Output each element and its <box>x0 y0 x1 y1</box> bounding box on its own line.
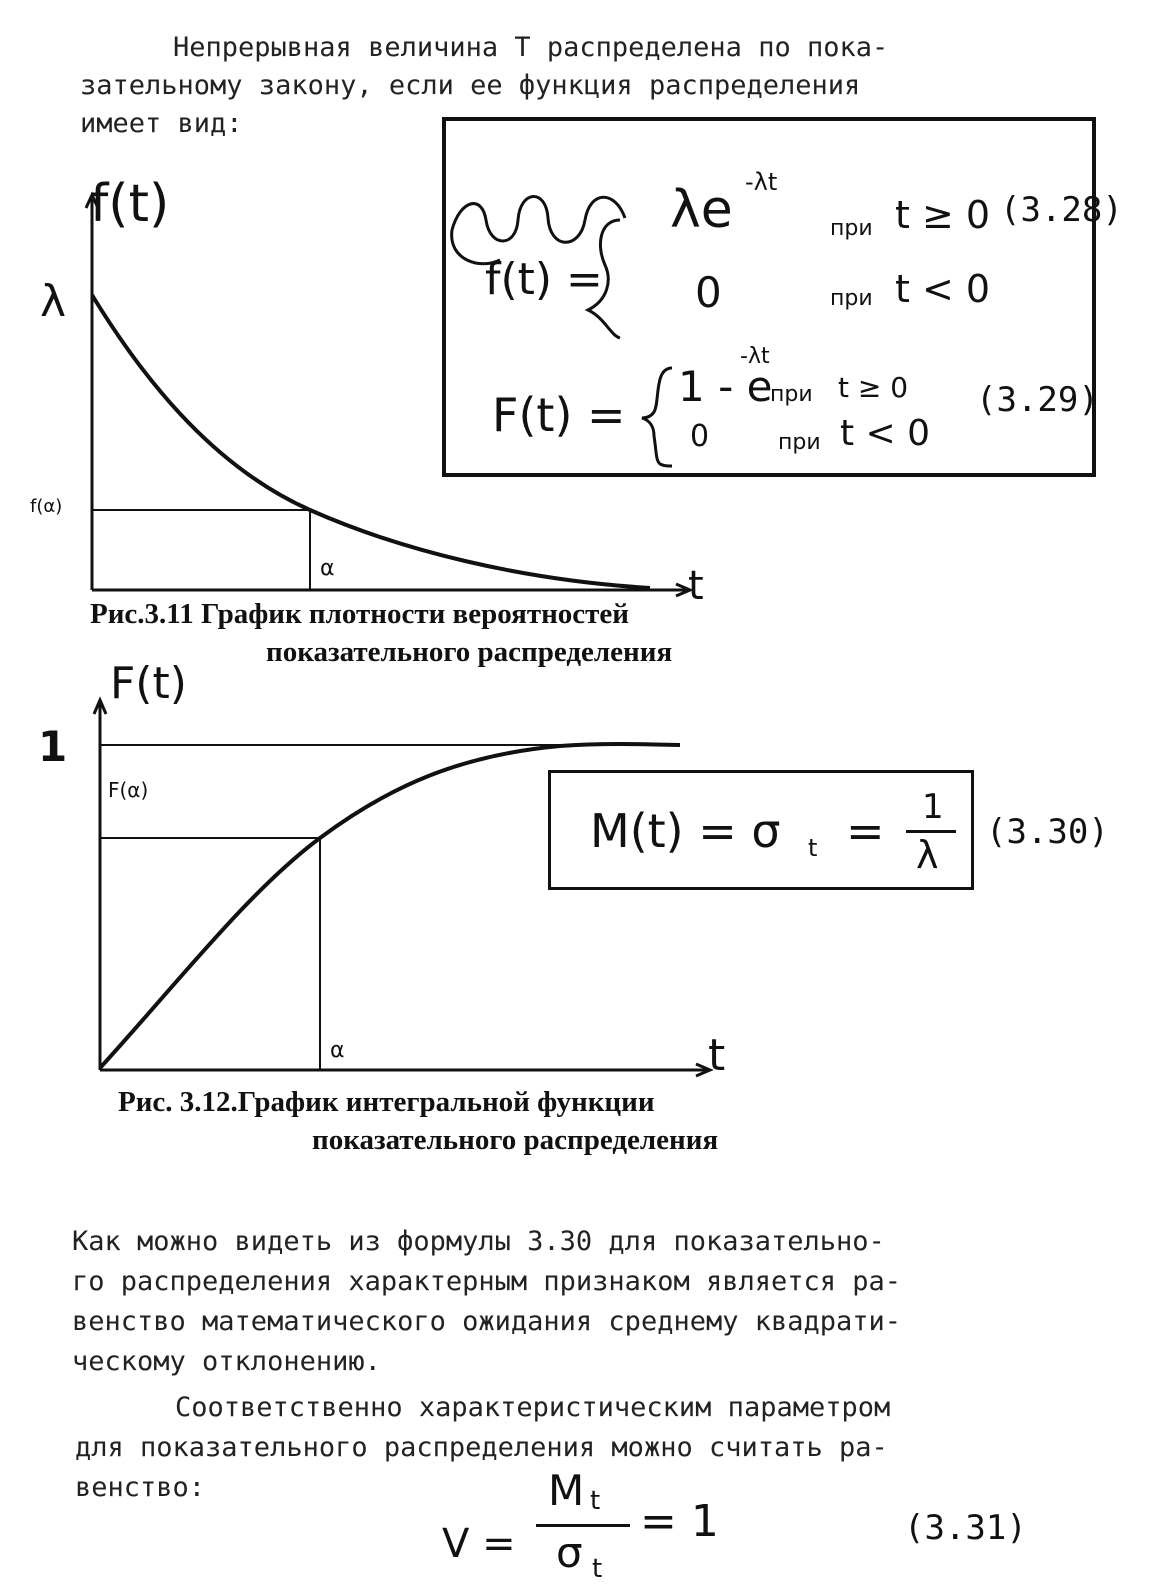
pdf-case1-expr: λe <box>670 180 733 240</box>
para3-line-1: Соответственно характеристическим параметром <box>175 1392 891 1423</box>
graph1-alpha-label: α <box>320 556 335 581</box>
pdf-case2-value: 0 <box>695 268 722 317</box>
mean-formula-sub: t <box>808 834 818 862</box>
para2-line-1: Как можно видеть из формулы 3.30 для показательно- <box>72 1226 885 1257</box>
para2-line-3: венство математического ожидания среднему квадрати- <box>72 1306 902 1337</box>
formula31-numerator: M <box>548 1466 585 1515</box>
intro-line-1: Непрерывная величина T распределена по пока- <box>173 32 889 63</box>
pdf-case2-condition: t < 0 <box>895 267 991 311</box>
intro-line-2: зательному закону, если ее функция распределения <box>80 70 861 101</box>
mean-formula-lhs: M(t) = σ <box>590 804 781 858</box>
pdf-case1-cond-word: при <box>830 216 873 241</box>
pdf-case1-exponent: -λt <box>745 168 778 196</box>
para3-line-3: венство: <box>75 1472 206 1503</box>
graph2-x-label: t <box>708 1030 726 1081</box>
eq-num-3-31: (3.31) <box>904 1508 1027 1548</box>
eq-num-3-29: (3.29) <box>976 380 1099 420</box>
formula31-lhs: V = <box>442 1521 516 1567</box>
para3-line-2: для показательного распределения можно считать ра- <box>75 1432 888 1463</box>
mean-frac-denominator: λ <box>916 833 939 877</box>
graph1-lambda-label: λ <box>40 276 67 327</box>
pdf-lhs: f(t) = <box>485 254 603 305</box>
eq-num-3-28: (3.28) <box>1000 190 1123 230</box>
cdf-case2-condition: t < 0 <box>840 413 931 454</box>
graph1-y-label: f(t) <box>90 174 170 234</box>
graph2-fa-label: F(α) <box>108 778 149 802</box>
formula31-denominator: σ <box>556 1528 583 1577</box>
eq-num-3-30: (3.30) <box>986 812 1109 852</box>
graph2-alpha-label: α <box>330 1038 345 1063</box>
mean-frac-numerator: 1 <box>922 787 944 827</box>
graph-density <box>0 150 1160 610</box>
graph1-fa-label: f(α) <box>30 496 63 517</box>
graph1-caption-line-2: показательного распределения <box>266 636 673 668</box>
pdf-case2-cond-word: при <box>830 286 873 311</box>
graph2-y-label: F(t) <box>110 658 187 709</box>
mean-formula-eq: = <box>846 804 885 858</box>
cdf-case1-cond-word: при <box>770 382 813 407</box>
formula31-frac-bar <box>536 1524 630 1527</box>
para2-line-2: го распределения характерным признаком является ра- <box>72 1266 902 1297</box>
pdf-case1-condition: t ≥ 0 <box>895 193 991 237</box>
intro-line-3: имеет вид: <box>80 108 243 139</box>
cdf-case1-condition: t ≥ 0 <box>838 371 909 404</box>
formula31-numerator-sub: t <box>590 1486 601 1516</box>
cdf-case1-exponent: -λt <box>740 344 770 369</box>
cdf-case2-cond-word: при <box>778 430 821 455</box>
graph2-caption-line-1: Рис. 3.12.График интегральной функции <box>118 1086 655 1118</box>
para2-line-4: ческому отклонению. <box>72 1346 381 1377</box>
formula31-denominator-sub: t <box>592 1554 603 1584</box>
graph2-caption-line-2: показательного распределения <box>312 1124 719 1156</box>
cdf-case1-expr: 1 - e <box>678 362 773 411</box>
graph2-one-label: 1 <box>38 722 68 771</box>
formula31-rhs: = 1 <box>640 1496 719 1547</box>
graph1-x-label: t <box>688 563 704 609</box>
cdf-lhs: F(t) = <box>492 388 626 442</box>
cdf-case2-value: 0 <box>690 419 710 454</box>
graph1-density-curve <box>92 295 650 588</box>
graph1-caption-line-1: Рис.3.11 График плотности вероятностей <box>90 598 630 630</box>
